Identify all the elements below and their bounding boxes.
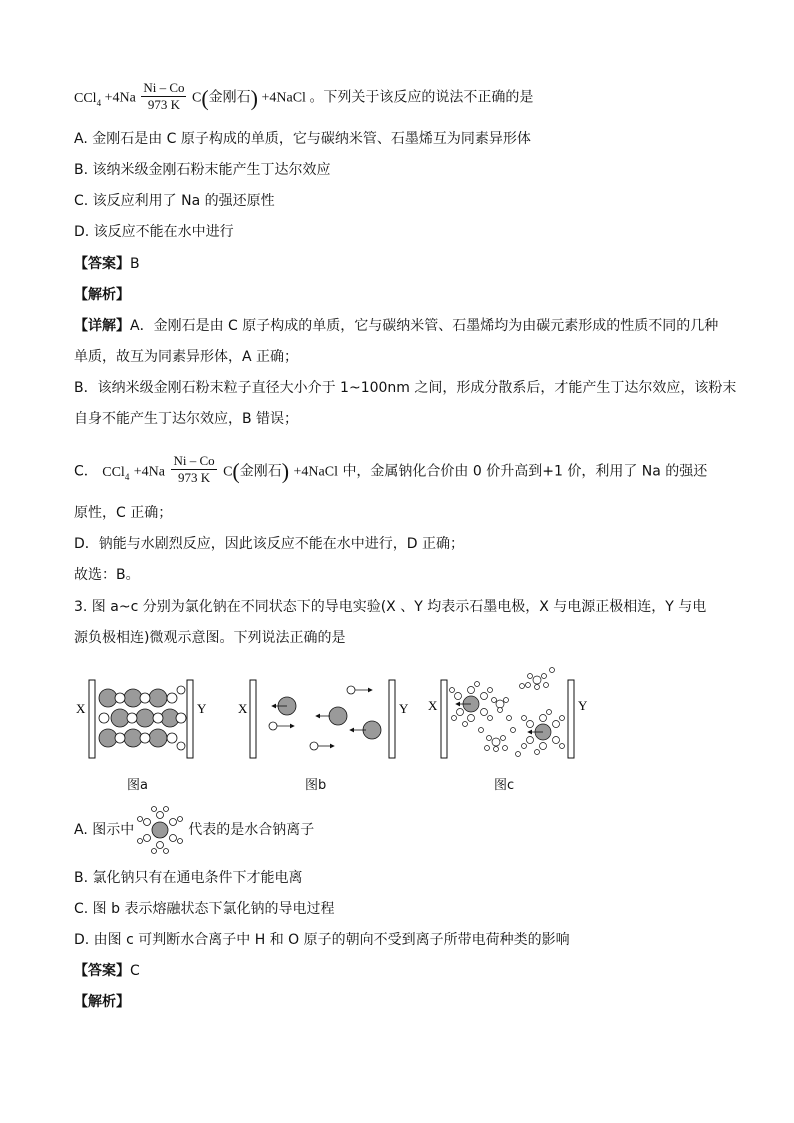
q2-detail-line-4: 自身不能产生丁达尔效应，B 错误； (74, 411, 299, 427)
cl-ion (269, 722, 277, 730)
equation-line: CCl$_4$ +4Na $\frac{Ni - Co}{973 K}$ C(金刚石) +4NaCl 。下列关于该反应的说法不正确的是 (74, 80, 534, 112)
q3-analysis-label: 【解析】 (74, 994, 130, 1010)
cl-ion (347, 686, 355, 694)
figure-a (76, 680, 207, 758)
product-c: C (191, 90, 202, 106)
q3-answer (74, 961, 140, 981)
q2-answer (74, 254, 140, 274)
catalyst-label: Ni – Co (143, 80, 185, 95)
q2-detail-c-line-2: 原性，C 正确； (74, 505, 173, 521)
figure-c (428, 668, 588, 759)
answer-value: C (130, 963, 140, 979)
reaction-condition (141, 80, 186, 113)
q3-option-c: C. 图 b 表示熔融状态下氯化钠的导电过程 (74, 901, 335, 917)
answer-label: 【答案】 (74, 963, 130, 979)
q3-option-b: B. 氯化钠只有在通电条件下才能电离 (74, 870, 303, 886)
q2-option-a: A. 金刚石是由 C 原子构成的单质，它与碳纳米管、石墨烯互为同素异形体 (74, 131, 531, 147)
conductivity-figures (0, 660, 794, 800)
product-nacl: +4NaCl (261, 90, 306, 106)
electrode-y-c (568, 680, 574, 758)
figure-a-label: 图a (127, 778, 148, 793)
q2-analysis-label: 【解析】 (74, 287, 130, 303)
q2-detail-line-3: B．该纳米级金刚石粉末粒子直径大小介于 1~100nm 之间，形成分散系后，才能产生丁达尔效应，该粉末 (74, 380, 737, 396)
electrode-y (187, 680, 193, 758)
product-diamond-label: 金刚石 (208, 89, 251, 106)
electrode-y-b (389, 680, 395, 758)
electrode-x-b (250, 680, 256, 758)
electrode-x (89, 680, 95, 758)
figure-c-label: 图c (494, 778, 515, 793)
answer-label: 【答案】 (74, 256, 130, 272)
q2-stem-tail: 。下列关于该反应的说法不正确的是 (309, 89, 534, 106)
electrode-x-label: X (76, 701, 86, 716)
electrode-x-label-c: X (428, 698, 438, 713)
q2-option-d: D. 该反应不能在水中进行 (74, 224, 234, 240)
temperature-label: 973 K (147, 97, 180, 112)
hydrated-ion-icon (134, 804, 186, 856)
na-ion (329, 707, 347, 725)
electrode-x-label-b: X (238, 701, 248, 716)
figure-b (238, 680, 409, 758)
q2-conclusion: 故选：B。 (74, 567, 140, 583)
electrode-y-label: Y (197, 701, 207, 716)
q3-option-a: A. 图示中 代表的是水合钠离子 (74, 820, 314, 840)
reaction-condition-2: $\frac{Ni - Co}{973 K}$ (173, 453, 215, 485)
q2-option-c: C. 该反应利用了 Na 的强还原性 (74, 193, 275, 209)
electrode-y-label-b: Y (399, 701, 409, 716)
electrode-y-label-c: Y (578, 698, 588, 713)
q3-stem-line-1: 3. 图 a~c 分别为氯化钠在不同状态下的导电实验(X 、Y 均表示石墨电极，X 与电源正极相连，Y 与电 (74, 599, 707, 615)
q2-detail-d: D．钠能与水剧烈反应，因此该反应不能在水中进行，D 正确； (74, 536, 465, 552)
q2-detail-line-2: 单质，故互为同素异形体，A 正确； (74, 349, 299, 365)
q2-detail-c: C． CCl$_4$ +4Na $\frac{Ni - Co}{973 K}$ C(金刚石) +4NaCl 中，金属钠化合价由 0 价升高到+1 价，利用了 Na 的强还 (74, 453, 708, 485)
nacl-lattice (99, 686, 186, 750)
q2-option-b: B. 该纳米级金刚石粉末能产生丁达尔效应 (74, 162, 331, 178)
reactant-na: +4Na (104, 90, 136, 106)
electrode-x-c (441, 680, 447, 758)
figure-b-label: 图b (305, 778, 327, 793)
detail-label: 【详解】 (74, 318, 130, 334)
cl-ion (310, 742, 318, 750)
q3-stem-line-2: 源负极相连)微观示意图。下列说法正确的是 (74, 630, 346, 646)
reactant-ccl4: CCl$_4$ (74, 90, 102, 108)
answer-value: B (130, 256, 140, 272)
q3-option-d: D. 由图 c 可判断水合离子中 H 和 O 原子的朝向不受到离子所带电荷种类的影响 (74, 932, 570, 948)
q2-detail-line-1: 【详解】A．金刚石是由 C 原子构成的单质，它与碳纳米管、石墨烯均为由碳元素形成的性质不同的几种 (74, 318, 719, 334)
